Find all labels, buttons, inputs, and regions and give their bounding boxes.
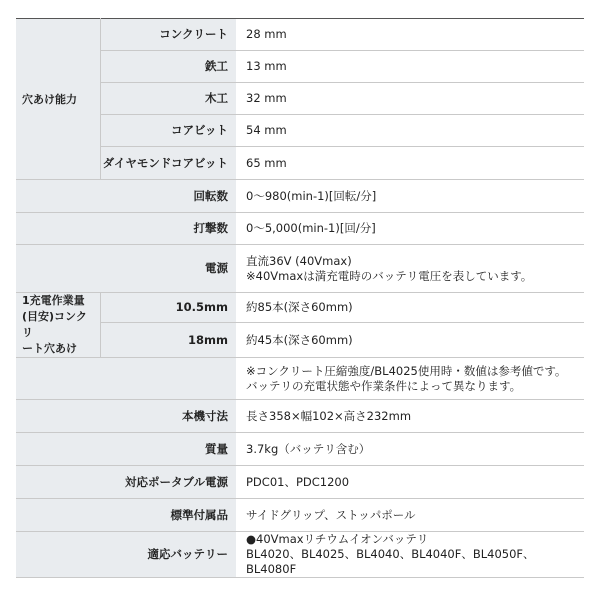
group-label-hole-capacity: 穴あけ能力 (16, 19, 100, 180)
value-rotation: 0～980(min-1)[回転/分] (236, 180, 584, 213)
value-portable-power: PDC01、PDC1200 (236, 466, 584, 499)
value-power (236, 245, 584, 293)
value-core-bit: 54 mm (236, 115, 584, 147)
value-wood: 32 mm (236, 83, 584, 115)
note-blank-cell (16, 358, 236, 400)
spec-row-note (16, 358, 584, 400)
spec-row-weight (16, 433, 584, 466)
label-concrete: コンクリート (100, 19, 236, 51)
battery-line-1: ●40Vmaxリチウムイオンバッテリ (246, 532, 429, 546)
label-core-bit: コアビット (100, 115, 236, 147)
spec-row-core-bit (16, 115, 584, 147)
label-battery: 適応バッテリー (16, 532, 236, 578)
value-concrete: 28 mm (236, 19, 584, 51)
value-dimensions: 長さ358×幅102×高さ232mm (236, 400, 584, 433)
spec-row-battery (16, 532, 584, 578)
value-accessories: サイドグリップ、ストッパポール (236, 499, 584, 532)
work-amount-line-2: (目安)コンクリ (22, 310, 87, 339)
label-wood: 木工 (100, 83, 236, 115)
label-accessories: 標準付属品 (16, 499, 236, 532)
work-amount-line-3: ート穴あけ (22, 342, 77, 355)
spec-row-work-18mm (16, 323, 584, 358)
value-work-18mm: 約45本(深さ60mm) (236, 323, 584, 358)
label-steel: 鉄工 (100, 51, 236, 83)
label-work-10-5mm: 10.5mm (100, 293, 236, 323)
label-weight: 質量 (16, 433, 236, 466)
group-label-work-amount (16, 293, 100, 358)
spec-row-dimensions (16, 400, 584, 433)
spec-row-rotation (16, 180, 584, 213)
power-line-1: 直流36V (40Vmax) (246, 253, 352, 268)
value-steel: 13 mm (236, 51, 584, 83)
label-rotation: 回転数 (16, 180, 236, 213)
label-impact: 打撃数 (16, 213, 236, 245)
note-line-1: ※コンクリート圧縮強度/BL4025使用時・数値は参考値です。 (246, 363, 567, 378)
spec-row-concrete (16, 19, 584, 51)
spec-row-steel (16, 51, 584, 83)
value-impact: 0～5,000(min-1)[回/分] (236, 213, 584, 245)
power-line-2: ※40Vmaxは満充電時のバッテリ電圧を表しています。 (246, 268, 533, 283)
work-amount-line-1: 1充電作業量 (22, 294, 85, 307)
label-work-18mm: 18mm (100, 323, 236, 358)
spec-row-impact (16, 213, 584, 245)
value-note (236, 358, 584, 400)
label-diamond-core-bit: ダイヤモンドコアビット (100, 147, 236, 180)
spec-table (16, 18, 584, 578)
label-dimensions: 本機寸法 (16, 400, 236, 433)
battery-line-2: BL4020、BL4025、BL4040、BL4040F、BL4050F、BL4080F (246, 547, 535, 576)
spec-row-work-10-5mm (16, 293, 584, 323)
spec-row-portable-power (16, 466, 584, 499)
label-portable-power: 対応ポータブル電源 (16, 466, 236, 499)
spec-row-diamond-core-bit (16, 147, 584, 180)
value-diamond-core-bit: 65 mm (236, 147, 584, 180)
spec-row-wood (16, 83, 584, 115)
label-power: 電源 (16, 245, 236, 293)
value-work-10-5mm: 約85本(深さ60mm) (236, 293, 584, 323)
value-battery (236, 532, 584, 578)
spec-row-power (16, 245, 584, 293)
value-weight: 3.7kg（バッテリ含む） (236, 433, 584, 466)
note-line-2: バッテリの充電状態や作業条件によって異なります。 (246, 378, 522, 393)
spec-row-accessories (16, 499, 584, 532)
